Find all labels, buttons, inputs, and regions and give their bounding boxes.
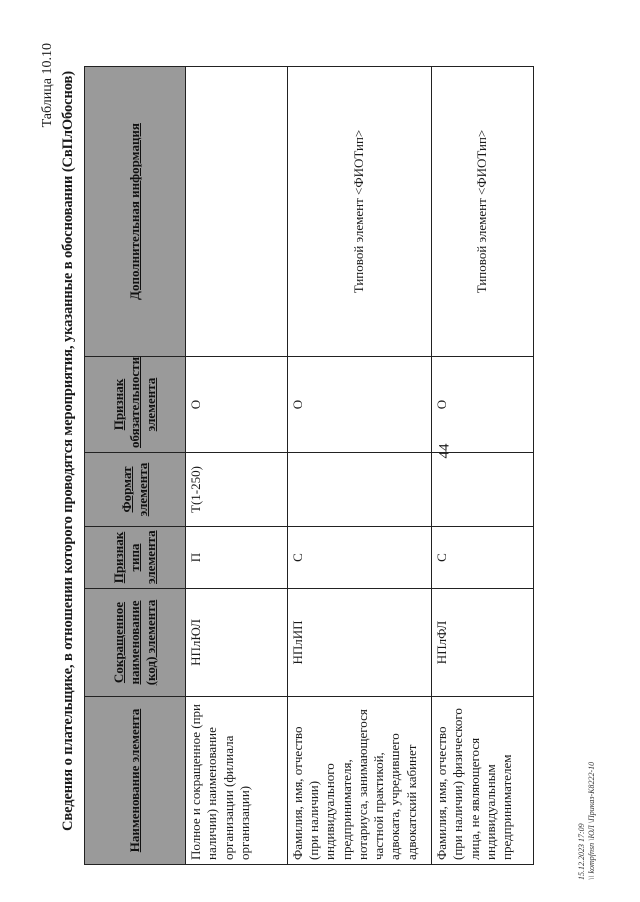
- header-element-format: Формат элемента: [85, 453, 186, 527]
- rotated-page-content: [40, 31, 600, 871]
- cell-format: [432, 453, 534, 527]
- footer-path: \\ kompfnsn \ЮЛ \Приказ-К8222-10: [587, 761, 597, 880]
- cell-format: [287, 453, 431, 527]
- table-caption: Сведения о плательщике, в отношении которого проводятся мероприятия, указанные в обосновании (СвПлОбоснов): [60, 71, 76, 832]
- cell-type: П: [186, 527, 288, 589]
- header-element-name: Наименование элемента: [85, 697, 186, 865]
- cell-info: [186, 67, 288, 357]
- table-header-row: [85, 67, 186, 865]
- table-label: Таблица 10.10: [40, 43, 55, 128]
- cell-required: О: [287, 357, 431, 453]
- header-element-required: Признак обязательности элемента: [85, 357, 186, 453]
- cell-code: НПлЮЛ: [186, 589, 288, 697]
- cell-type: С: [287, 527, 431, 589]
- cell-info: Типовой элемент <ФИОТип>: [287, 67, 431, 357]
- page-number: 44: [436, 443, 453, 459]
- cell-name: Полное и сокращенное (при наличии) наименование организации (филиала организации): [186, 697, 288, 865]
- cell-info: Типовой элемент <ФИОТип>: [432, 67, 534, 357]
- cell-format: T(1-250): [186, 453, 288, 527]
- cell-type: С: [432, 527, 534, 589]
- header-additional-info: Дополнительная информация: [85, 67, 186, 357]
- cell-code: НПлИП: [287, 589, 431, 697]
- cell-required: О: [186, 357, 288, 453]
- cell-required: О: [432, 357, 534, 453]
- cell-name: Фамилия, имя, отчество (при наличии) индивидуального предпринимателя, нотариуса, занимающегося частной практикой, адвоката, учредившего адвокатский кабинет: [287, 697, 431, 865]
- table-row: [287, 67, 431, 865]
- cell-code: НПлФЛ: [432, 589, 534, 697]
- table-row: [432, 67, 534, 865]
- footer-stamp: [577, 762, 598, 880]
- header-element-type: Признак типа элемента: [85, 527, 186, 589]
- header-element-code: Сокращенное наименование (код) элемента: [85, 589, 186, 697]
- cell-name: Фамилия, имя, отчество (при наличии) физического лица, не являющегося индивидуальным предпринимателем: [432, 697, 534, 865]
- footer-timestamp: 15.12.2023 17:09: [577, 823, 586, 880]
- table-row: [186, 67, 288, 865]
- elements-table: [84, 66, 534, 865]
